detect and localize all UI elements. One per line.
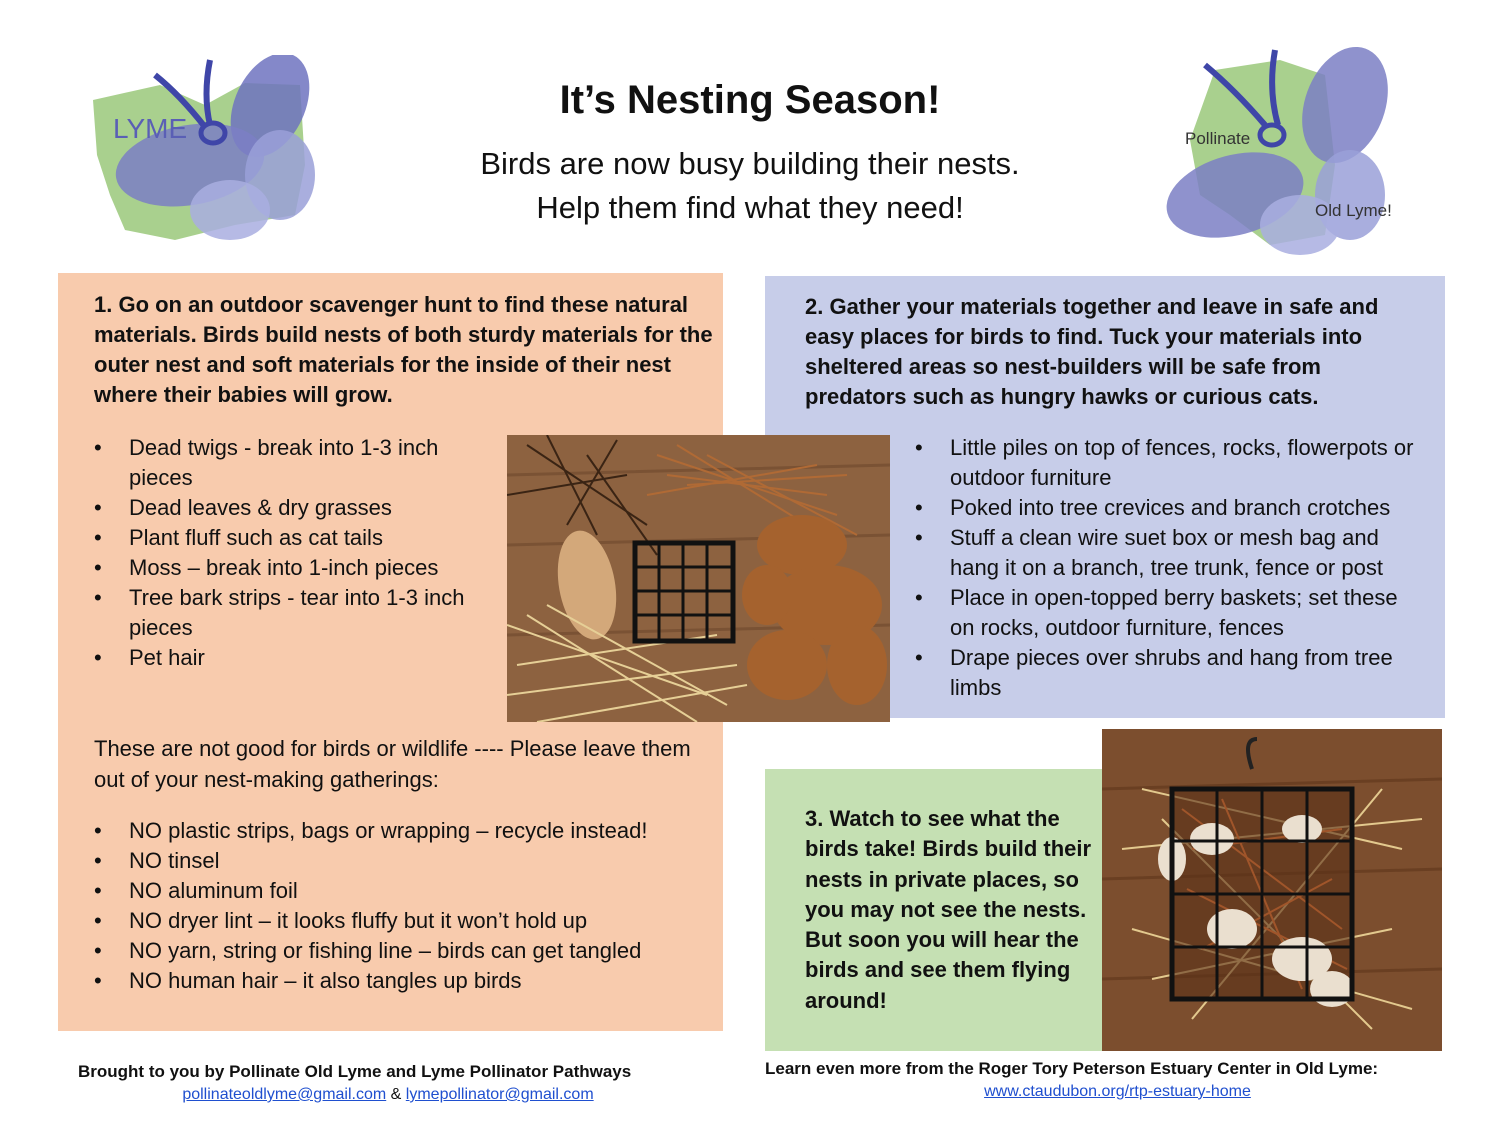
step3-text: 3. Watch to see what the birds take! Birds build their nests in private places, so you may not see the nests. But soon you will hear the birds and see them flying around! <box>805 806 1092 1013</box>
step1-heading: 1. Go on an outdoor scavenger hunt to find these natural materials. Birds build nests of both sturdy materials for the outer nest and soft materials for the inside of their nest where their babies will grow. <box>94 292 713 407</box>
subtitle-line-2: Help them find what they need! <box>536 190 964 225</box>
footer-emails <box>78 1086 698 1104</box>
list-item: • Dead leaves & dry grasses <box>94 493 504 523</box>
list-item: • NO aluminum foil <box>94 876 704 906</box>
email-link-lyme-pollinator[interactable]: lymepollinator@gmail.com <box>405 1086 594 1103</box>
logo-text-pollinate: Pollinate <box>1185 129 1251 148</box>
list-item: • Poked into tree crevices and branch crotches <box>915 493 1415 523</box>
list-item: • NO plastic strips, bags or wrapping – recycle instead! <box>94 816 704 846</box>
estuary-center-link[interactable]: www.ctaudubon.org/rtp-estuary-home <box>984 1083 1251 1100</box>
step3-panel <box>765 769 1105 1051</box>
list-item: • NO dryer lint – it looks fluffy but it won’t hold up <box>94 906 704 936</box>
list-item: • Pet hair <box>94 643 504 673</box>
page-subtitle <box>0 142 1500 230</box>
nesting-materials-photo <box>507 435 890 722</box>
list-item: • Place in open-topped berry baskets; set these on rocks, outdoor furniture, fences <box>915 583 1415 643</box>
filled-suet-box-photo <box>1102 729 1442 1051</box>
list-item: • NO tinsel <box>94 846 704 876</box>
step1-materials-list <box>94 433 504 673</box>
logo-text-old-lyme: Old Lyme! <box>1315 201 1392 220</box>
ampersand: & <box>390 1086 402 1103</box>
subtitle-line-1: Birds are now busy building their nests. <box>480 146 1020 181</box>
list-item: • Stuff a clean wire suet box or mesh bag and hang it on a branch, tree trunk, fence or post <box>915 523 1415 583</box>
list-item: • Moss – break into 1-inch pieces <box>94 553 504 583</box>
footer-url-wrap <box>765 1083 1470 1101</box>
list-item: • NO human hair – it also tangles up birds <box>94 966 704 996</box>
page-title: It’s Nesting Season! <box>559 78 941 122</box>
list-item: • Dead twigs - break into 1-3 inch pieces <box>94 433 504 493</box>
list-item: • Drape pieces over shrubs and hang from tree limbs <box>915 643 1415 703</box>
step1-no-list <box>94 816 704 996</box>
list-item: • Plant fluff such as cat tails <box>94 523 504 553</box>
step1-warning: These are not good for birds or wildlife ---- Please leave them out of your nest-making gatherings: <box>94 736 691 792</box>
footer-learn-more: Learn even more from the Roger Tory Peterson Estuary Center in Old Lyme: <box>765 1059 1379 1078</box>
email-link-pollinate-old-lyme[interactable]: pollinateoldlyme@gmail.com <box>182 1086 387 1103</box>
footer-credit: Brought to you by Pollinate Old Lyme and Lyme Pollinator Pathways <box>78 1062 632 1081</box>
list-item: • Little piles on top of fences, rocks, flowerpots or outdoor furniture <box>915 433 1415 493</box>
step2-places-list <box>915 433 1415 703</box>
list-item: • NO yarn, string or fishing line – birds can get tangled <box>94 936 704 966</box>
list-item: • Tree bark strips - tear into 1-3 inch pieces <box>94 583 504 643</box>
step2-heading: 2. Gather your materials together and leave in safe and easy places for birds to find. Tuck your materials into sheltered areas so nest-builders will be safe from predators such as hungry hawks or curious cats. <box>805 294 1379 409</box>
lyme-logo-text: LYME <box>113 113 188 144</box>
